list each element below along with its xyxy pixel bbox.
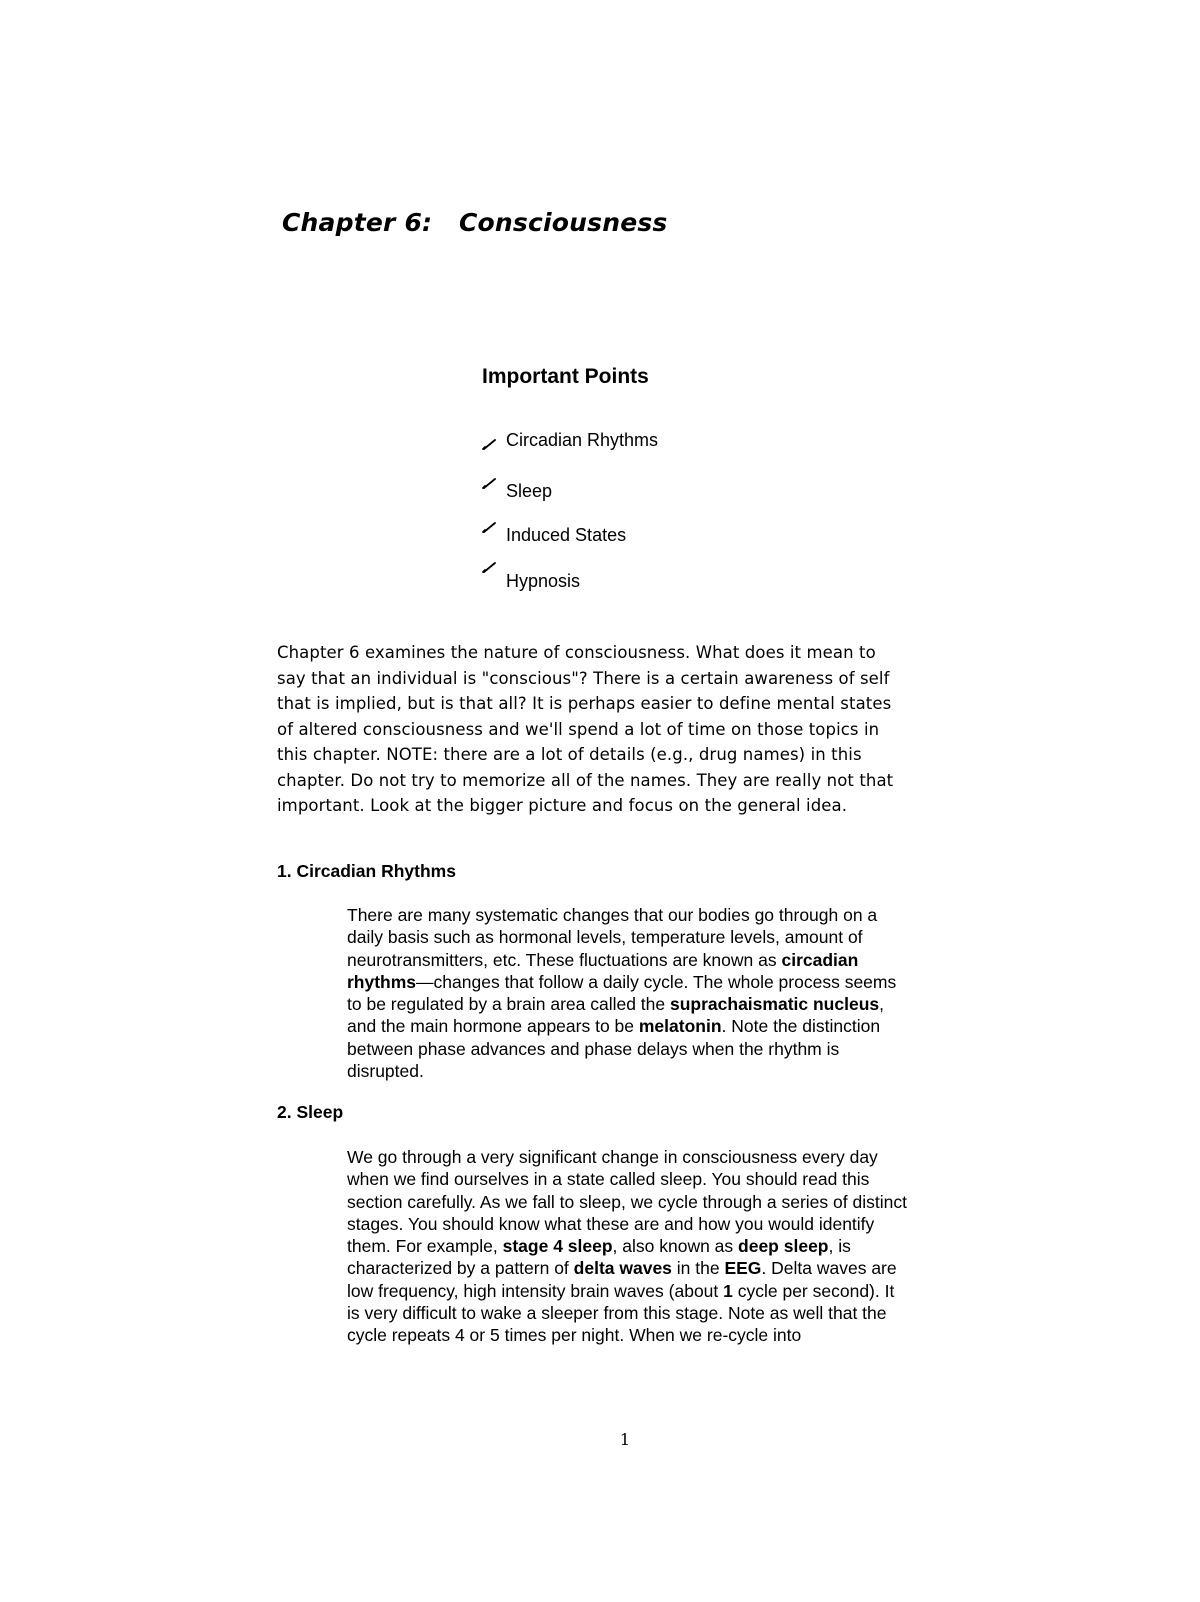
important-point-item [482, 525, 626, 546]
term-stage-4-sleep: stage 4 sleep [502, 1236, 613, 1257]
important-point-label: Hypnosis [506, 571, 581, 591]
checkmark-icon [482, 481, 506, 501]
important-points-heading: Important Points [482, 365, 649, 388]
section-heading-circadian: 1. Circadian Rhythms [277, 861, 456, 881]
chapter-title: Chapter 6: Consciousness [282, 208, 668, 237]
important-point-label: Sleep [506, 481, 553, 501]
term-deep-sleep: deep sleep [738, 1236, 829, 1257]
term-melatonin: melatonin [638, 1016, 722, 1037]
term-circadian-rhythms: circadian rhythms [347, 949, 859, 992]
section-heading-sleep: 2. Sleep [277, 1102, 344, 1122]
term-eeg: EEG [724, 1258, 762, 1279]
section-body-sleep: We go through a very significant change in consciousness every day when we find ourselves in a state called sleep. You should read this section carefully. As we fall to sleep, we cycle through a series of distinct stages. You should know what these are and how you would identify them. For example, stage 4 sleep, also known as deep sleep, is characterized by a pattern of delta waves in the EEG. Delta waves are low frequency, high intensity brain waves (about 1 cycle per second). It is very difficult to wake a sleeper from this stage. Note as well that the cycle repeats 4 or 5 times per night. When we re-cycle into [347, 1147, 907, 1346]
important-point-label: Circadian Rhythms [506, 430, 659, 450]
term-cycle-count: 1 [723, 1280, 733, 1301]
page-number: 1 [619, 1430, 631, 1449]
term-suprachaismatic-nucleus: suprachaismatic nucleus [670, 994, 880, 1015]
checkmark-icon [482, 571, 506, 591]
checkmark-icon [482, 525, 506, 545]
checkmark-icon [482, 430, 506, 450]
important-point-item [482, 481, 552, 502]
important-point-item [482, 571, 580, 592]
term-delta-waves: delta waves [573, 1258, 672, 1279]
important-point-item [482, 430, 658, 451]
section-body-circadian: There are many systematic changes that our bodies go through on a daily basis such as hormonal levels, temperature levels, amount of neurotransmitters, etc. These fluctuations are known as circadian rhythms—changes that follow a daily cycle. The whole process seems to be regulated by a brain area called the suprachaismatic nucleus, and the main hormone appears to be melatonin. Note the distinction between phase advances and phase delays when the rhythm is disrupted. [347, 905, 897, 1082]
important-point-label: Induced States [506, 525, 627, 545]
intro-paragraph: Chapter 6 examines the nature of consciousness. What does it mean to say that an individual is "conscious"? There is a certain awareness of self that is implied, but is that all? It is perhaps easier to define mental states of altered consciousness and we'll spend a lot of time on those topics in this chapter. NOTE: there are a lot of details (e.g., drug names) in this chapter. Do not try to memorize all of the names. They are really not that important. Look at the bigger picture and focus on the general idea. [277, 643, 894, 815]
